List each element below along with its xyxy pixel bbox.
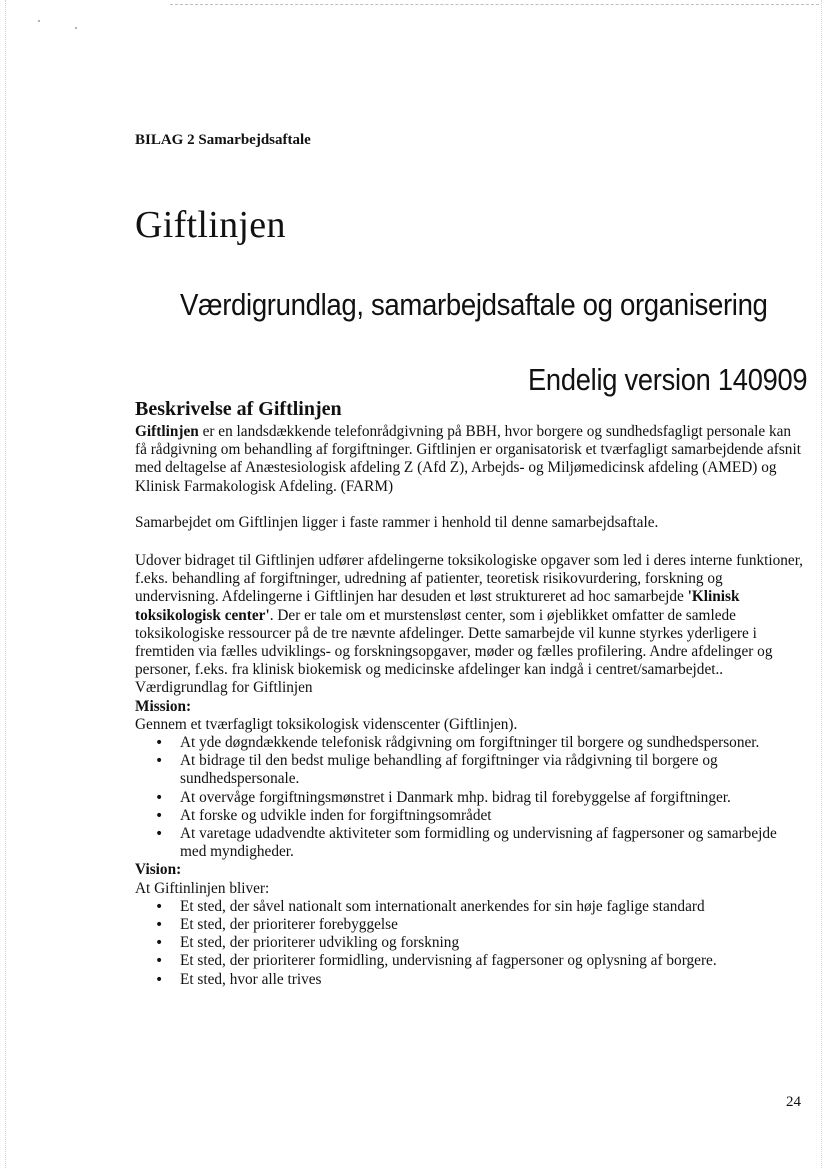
list-item: • At yde døgndækkende telefonisk rådgivning om forgiftninger til borgere og sundhedspersoner. [135, 734, 803, 752]
version-label: Endelig version 140909 [528, 362, 808, 397]
intro-term: Giftlinjen [135, 423, 199, 440]
framework-paragraph [135, 514, 803, 532]
list-item: • At bidrage til den bedst mulige behandling af forgiftninger via rådgivning til borgere og sundhedspersonale. [135, 752, 803, 788]
scan-speck [75, 27, 77, 29]
list-item: • Et sted, der prioriterer formidling, undervisning af fagpersoner og oplysning af borgere. [135, 952, 803, 970]
center-paragraph [135, 552, 803, 679]
framework-text: Samarbejdet om Giftlinjen ligger i faste rammer i henhold til denne samarbejdsaftale. [135, 514, 659, 531]
list-item: • At forske og udvikle inden for forgiftningsområdet [135, 807, 803, 825]
page-number: 24 [786, 1094, 801, 1110]
annex-label: BILAG 2 Samarbejdsaftale [135, 132, 311, 148]
scan-edge-right [821, 0, 822, 1168]
center-text-2: . Der er tale om et murstensløst center, som i øjeblikket omfatter de samlede toksikologiske ressourcer på de tre nævnte afdelinger. Dette samarbejde vil kunne styrkes yderligere i fremtiden via fælles udviklings- og forskningsopgaver, møder og fælles profilering. Andre afdelinger og personer, f.eks. fra klinisk biokemisk og medicinske afdelinger kan indgå i centret/samarbejdet.. [135, 606, 773, 679]
vision-label: Vision: [135, 861, 182, 879]
mission-label: Mission: [135, 697, 192, 715]
scan-edge-top [170, 4, 819, 5]
vision-list [135, 898, 803, 989]
document-subtitle: Værdigrundlag, samarbejdsaftale og organisering [180, 287, 768, 322]
vision-lead: At Giftinlinjen bliver: [135, 879, 270, 897]
mission-list [135, 734, 803, 861]
list-item: • Et sted, der såvel nationalt som internationalt anerkendes for sin høje faglige standard [135, 898, 803, 916]
center-name: 'Klinisk toksikologisk center' [135, 588, 740, 624]
list-item: • Et sted, der prioriterer forebyggelse [135, 916, 803, 934]
section-heading: Beskrivelse af Giftlinjen [135, 398, 342, 420]
center-text-1: Udover bidraget til Giftlinjen udfører afdelingerne toksikologiske opgaver som led i deres interne funktioner, f.eks. behandling af forgiftninger, udredning af patienter, teoretisk risikovurdering, forskning og undervisning. Afdelingerne i Giftlinjen har desuden et løst struktureret ad hoc samarbejde [135, 552, 804, 606]
mission-lead: Gennem et tværfagligt toksikologisk videnscenter (Giftlinjen). [135, 715, 518, 733]
main-body [135, 552, 803, 989]
list-item: • Et sted, hvor alle trives [135, 971, 803, 989]
scan-edge-left [5, 0, 6, 1168]
scan-speck [38, 20, 40, 22]
list-item: • Et sted, der prioriterer udvikling og forskning [135, 934, 803, 952]
intro-text: er en landsdækkende telefonrådgivning på BBH, hvor borgere og sundhedsfagligt personale kan få rådgivning om behandling af forgiftninger. Giftlinjen er organisatorisk et tværfagligt samarbejdende afsnit med deltagelse af Anæstesiologisk afdeling Z (Afd Z), Arbejds- og Miljømedicinsk afdeling (AMED) og Klinisk Farmakologisk Afdeling. (FARM) [135, 423, 801, 495]
list-item: • At overvåge forgiftningsmønstret i Danmark mhp. bidrag til forebyggelse af forgiftninger. [135, 789, 803, 807]
list-item: • At varetage udadvendte aktiviteter som formidling og undervisning af fagpersoner og samarbejde med myndigheder. [135, 825, 803, 861]
intro-paragraph [135, 423, 803, 496]
values-heading: Værdigrundlag for Giftlinjen [135, 679, 313, 697]
document-title: Giftlinjen [135, 204, 286, 246]
